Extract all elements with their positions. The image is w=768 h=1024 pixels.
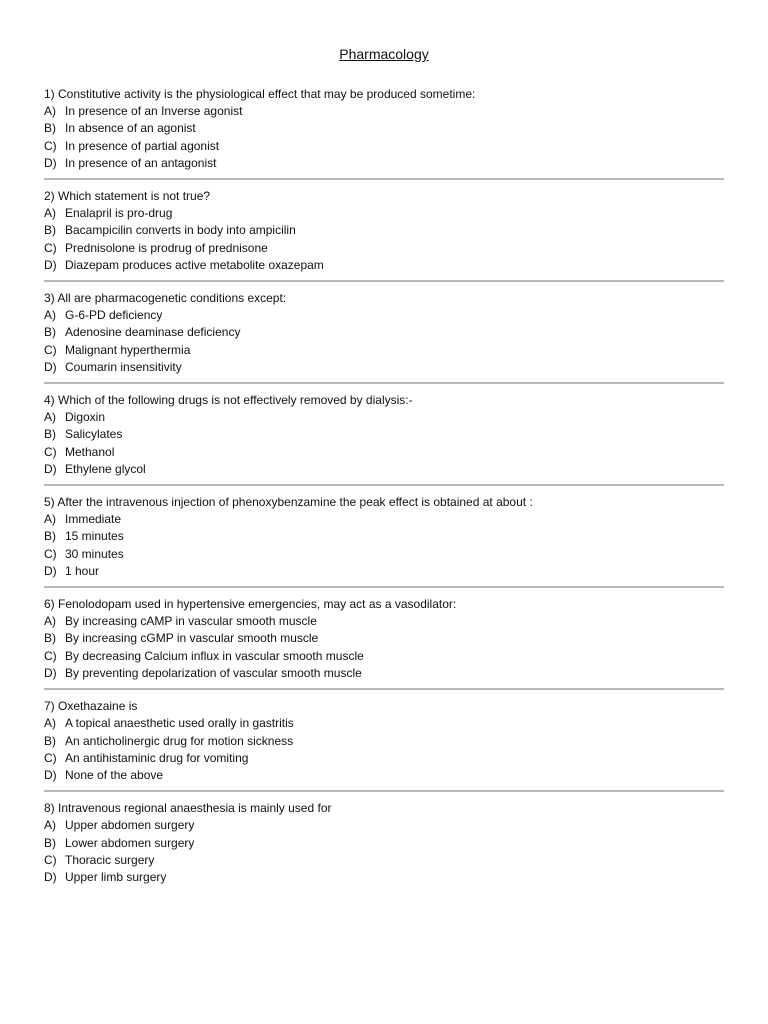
option-text: In absence of an agonist	[65, 121, 196, 136]
answer-option	[44, 240, 724, 257]
option-text: By increasing cGMP in vascular smooth muscle	[65, 631, 319, 646]
option-text: None of the above	[65, 767, 164, 782]
answer-option	[44, 630, 724, 647]
answer-option	[44, 511, 724, 528]
option-letter: D)	[44, 767, 57, 782]
answer-option	[44, 138, 724, 155]
option-letter: C)	[44, 648, 57, 663]
option-letter: D)	[44, 869, 57, 884]
question-block	[44, 188, 724, 282]
answer-option	[44, 222, 724, 239]
answer-option	[44, 461, 724, 478]
option-text: Ethylene glycol	[65, 461, 146, 476]
answer-option	[44, 409, 724, 426]
option-text: By decreasing Calcium influx in vascular smooth muscle	[65, 648, 364, 663]
question-text: 8) Intravenous regional anaesthesia is mainly used for	[44, 801, 332, 816]
option-letter: D)	[44, 563, 57, 578]
option-letter: C)	[44, 444, 57, 459]
answer-option	[44, 324, 724, 341]
answer-option	[44, 835, 724, 852]
answer-option	[44, 869, 724, 886]
answer-option	[44, 307, 724, 324]
option-text: By preventing depolarization of vascular smooth muscle	[65, 665, 362, 680]
option-letter: A)	[44, 206, 56, 221]
option-letter: C)	[44, 342, 57, 357]
option-text: Diazepam produces active metabolite oxazepam	[65, 257, 324, 272]
answer-option	[44, 733, 724, 750]
option-letter: A)	[44, 818, 56, 833]
option-letter: D)	[44, 461, 57, 476]
option-text: An anticholinergic drug for motion sickness	[65, 733, 294, 748]
answer-option	[44, 342, 724, 359]
question-block	[44, 494, 724, 588]
option-text: Thoracic surgery	[65, 852, 155, 867]
option-text: Upper limb surgery	[65, 869, 167, 884]
option-letter: A)	[44, 716, 56, 731]
option-letter: B)	[44, 325, 56, 340]
option-letter: B)	[44, 529, 56, 544]
question-block	[44, 392, 724, 486]
option-text: A topical anaesthetic used orally in gastritis	[65, 716, 294, 731]
answer-option	[44, 528, 724, 545]
option-letter: C)	[44, 852, 57, 867]
option-text: Upper abdomen surgery	[65, 818, 195, 833]
answer-option	[44, 205, 724, 222]
option-letter: C)	[44, 546, 57, 561]
option-text: In presence of an antagonist	[65, 155, 217, 170]
option-text: Salicylates	[65, 427, 123, 442]
option-letter: A)	[44, 308, 56, 323]
option-letter: B)	[44, 427, 56, 442]
answer-option	[44, 715, 724, 732]
option-text: G-6-PD deficiency	[65, 308, 163, 323]
answer-option	[44, 359, 724, 376]
question-text: 3) All are pharmacogenetic conditions except:	[44, 291, 287, 306]
answer-option	[44, 426, 724, 443]
question-text: 4) Which of the following drugs is not effectively removed by dialysis:-	[44, 393, 413, 408]
option-letter: A)	[44, 104, 56, 119]
option-text: Immediate	[65, 512, 122, 527]
option-letter: C)	[44, 240, 57, 255]
answer-option	[44, 648, 724, 665]
option-text: 15 minutes	[65, 529, 124, 544]
question-block	[44, 596, 724, 690]
answer-option	[44, 103, 724, 120]
answer-option	[44, 817, 724, 834]
option-letter: D)	[44, 257, 57, 272]
answer-option	[44, 155, 724, 172]
option-text: Adenosine deaminase deficiency	[65, 325, 241, 340]
option-text: Digoxin	[65, 410, 106, 425]
option-text: Bacampicilin converts in body into ampicilin	[65, 223, 296, 238]
question-list	[44, 86, 724, 892]
answer-option	[44, 665, 724, 682]
option-letter: B)	[44, 223, 56, 238]
question-text: 7) Oxethazaine is	[44, 699, 138, 714]
question-text: 1) Constitutive activity is the physiological effect that may be produced sometime:	[44, 87, 476, 101]
answer-option	[44, 444, 724, 461]
option-letter: C)	[44, 750, 57, 765]
option-letter: C)	[44, 138, 57, 153]
question-block	[44, 800, 724, 892]
answer-option	[44, 257, 724, 274]
answer-option	[44, 613, 724, 630]
option-text: In presence of partial agonist	[65, 138, 220, 153]
option-text: 1 hour	[65, 563, 100, 578]
option-text: Prednisolone is prodrug of prednisone	[65, 240, 268, 255]
option-letter: B)	[44, 835, 56, 850]
answer-option	[44, 120, 724, 137]
option-text: Lower abdomen surgery	[65, 835, 195, 850]
question-text: 2) Which statement is not true?	[44, 189, 211, 204]
page-title: Pharmacology	[339, 46, 429, 62]
option-text: Methanol	[65, 444, 115, 459]
option-text: Enalapril is pro-drug	[65, 206, 173, 221]
answer-option	[44, 767, 724, 784]
question-block	[44, 86, 724, 180]
question-text: 6) Fenolodopam used in hypertensive emergencies, may act as a vasodilator:	[44, 597, 457, 612]
option-text: By increasing cAMP in vascular smooth muscle	[65, 614, 317, 629]
option-text: Coumarin insensitivity	[65, 359, 182, 374]
option-letter: D)	[44, 359, 57, 374]
option-text: Malignant hyperthermia	[65, 342, 191, 357]
question-block	[44, 290, 724, 384]
option-letter: B)	[44, 733, 56, 748]
option-letter: A)	[44, 512, 56, 527]
option-text: An antihistaminic drug for vomiting	[65, 750, 249, 765]
option-letter: B)	[44, 121, 56, 136]
option-letter: A)	[44, 410, 56, 425]
option-text: 30 minutes	[65, 546, 124, 561]
option-letter: D)	[44, 665, 57, 680]
option-letter: D)	[44, 155, 57, 170]
option-letter: B)	[44, 631, 56, 646]
question-block	[44, 698, 724, 792]
option-letter: A)	[44, 614, 56, 629]
answer-option	[44, 852, 724, 869]
answer-option	[44, 750, 724, 767]
answer-option	[44, 563, 724, 580]
answer-option	[44, 546, 724, 563]
question-text: 5) After the intravenous injection of phenoxybenzamine the peak effect is obtained at about :	[44, 495, 533, 510]
option-text: In presence of an Inverse agonist	[65, 104, 243, 119]
